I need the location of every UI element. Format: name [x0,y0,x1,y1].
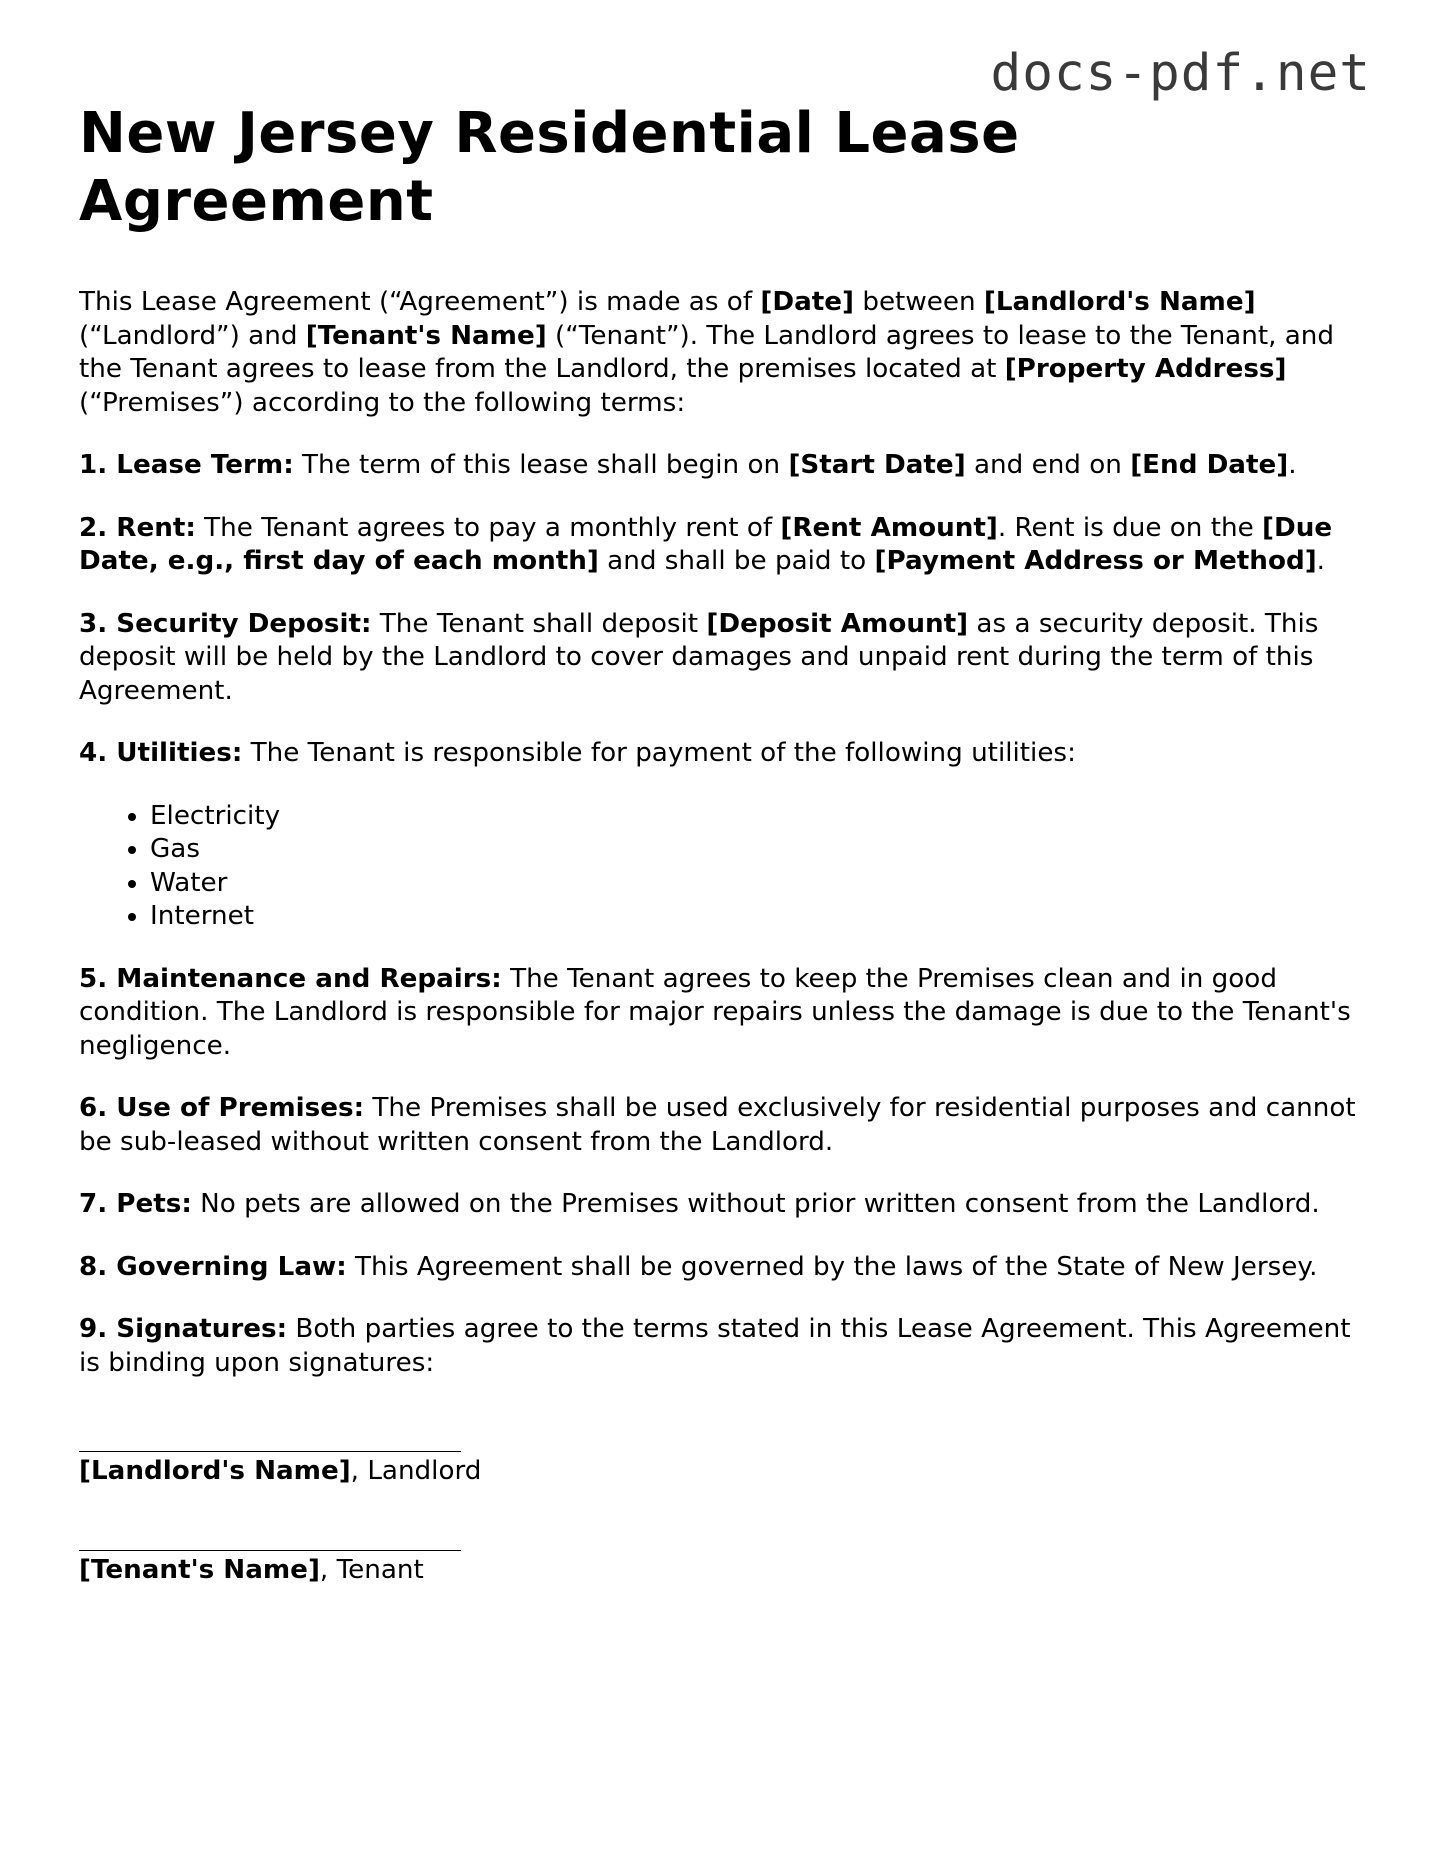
section-text: . [1316,546,1325,576]
section-text: The Premises shall be used exclusively for residential purposes and cannot be sub-leased without written consent from the Landlord. [79,1093,1356,1157]
section-heading: 8. Governing Law: [79,1251,347,1282]
section-heading: 1. Lease Term: [79,450,294,480]
landlord-signature-block [79,1432,1369,1489]
section-security-deposit [79,608,1369,709]
section-text: . [1288,450,1297,480]
section-text: This Agreement shall be governed by the laws of the State of New Jersey. [346,1251,1318,1282]
section-heading: 3. Security Deposit: [79,608,372,639]
list-item: • Water [150,867,1369,901]
section-text: and end on [965,450,1131,480]
watermark: docs-pdf.net [990,44,1371,103]
list-item: • Electricity [150,800,1369,834]
payment-method-placeholder: [Payment Address or Method] [874,546,1317,576]
section-pets [79,1188,1369,1222]
landlord-signature-line[interactable] [79,1432,461,1452]
section-text: and shall be paid to [598,546,875,576]
start-date-placeholder: [Start Date] [788,450,966,480]
intro-text: (“Premises”) according to the following terms: [79,387,686,418]
section-use-of-premises [79,1092,1369,1159]
section-text: Both parties agree to the terms stated in this Lease Agreement. This Agreement is binding upon signatures: [79,1314,1351,1378]
tenant-signature-block [79,1531,1369,1588]
intro-text: between [854,287,984,317]
document-page [79,100,1369,1587]
section-text: as a security deposit. This deposit will be held by the Landlord to cover damages and unpaid rent during the term of this Agreement. [79,608,1319,706]
section-text: The Tenant agrees to pay a monthly rent of [195,512,781,543]
landlord-signature-label [79,1455,1369,1489]
intro-paragraph [79,286,1369,420]
intro-text: (“Landlord”) and [79,320,306,351]
section-text: The term of this lease shall begin on [293,450,789,480]
section-rent [79,512,1369,579]
tenant-name-placeholder: [Tenant's Name] [79,1554,320,1585]
landlord-role: , Landlord [350,1456,482,1486]
section-signatures [79,1313,1369,1380]
document-title: New Jersey Residential Lease Agreement [79,101,1020,234]
section-heading: 6. Use of Premises: [79,1093,365,1123]
section-heading: 4. Utilities: [79,738,243,768]
date-placeholder: [Date] [760,287,854,317]
list-item: • Internet [150,900,1369,934]
tenant-signature-label [79,1554,1369,1588]
section-utilities [79,737,1369,771]
section-heading: 5. Maintenance and Repairs: [79,963,502,994]
section-heading: 9. Signatures: [79,1314,288,1344]
tenant-signature-line[interactable] [79,1531,461,1551]
intro-text: (“Tenant”). The Landlord agrees to lease to the Tenant, and the Tenant agrees to lease from the Landlord, the premises located at [79,320,1335,384]
list-item: • Gas [150,833,1369,867]
section-text: The Tenant is responsible for payment of the following utilities: [242,738,1076,768]
end-date-placeholder: [End Date] [1130,450,1289,480]
utilities-list [79,800,1369,934]
landlord-name-placeholder: [Landlord's Name] [983,287,1256,317]
tenant-name-placeholder: [Tenant's Name] [305,320,547,351]
due-date-placeholder: [Due Date, e.g., first day of each month] [79,512,1333,576]
intro-text: This Lease Agreement (“Agreement”) is made as of [79,287,761,317]
tenant-role: , Tenant [319,1554,424,1585]
landlord-name-placeholder: [Landlord's Name] [79,1456,351,1486]
rent-amount-placeholder: [Rent Amount] [780,512,998,543]
section-heading: 7. Pets: [79,1189,192,1219]
section-governing-law [79,1251,1369,1285]
property-address-placeholder: [Property Address] [1004,354,1287,384]
deposit-amount-placeholder: [Deposit Amount] [706,608,969,639]
section-text: . Rent is due on the [997,512,1263,543]
section-text: The Tenant shall deposit [371,608,707,639]
section-heading: 2. Rent: [79,512,196,543]
section-lease-term [79,449,1369,483]
section-text: The Tenant agrees to keep the Premises clean and in good condition. The Landlord is responsible for major repairs unless the damage is due to the Tenant's negligence. [79,963,1351,1061]
section-maintenance [79,963,1369,1064]
section-text: No pets are allowed on the Premises without prior written consent from the Landlord. [191,1189,1320,1219]
